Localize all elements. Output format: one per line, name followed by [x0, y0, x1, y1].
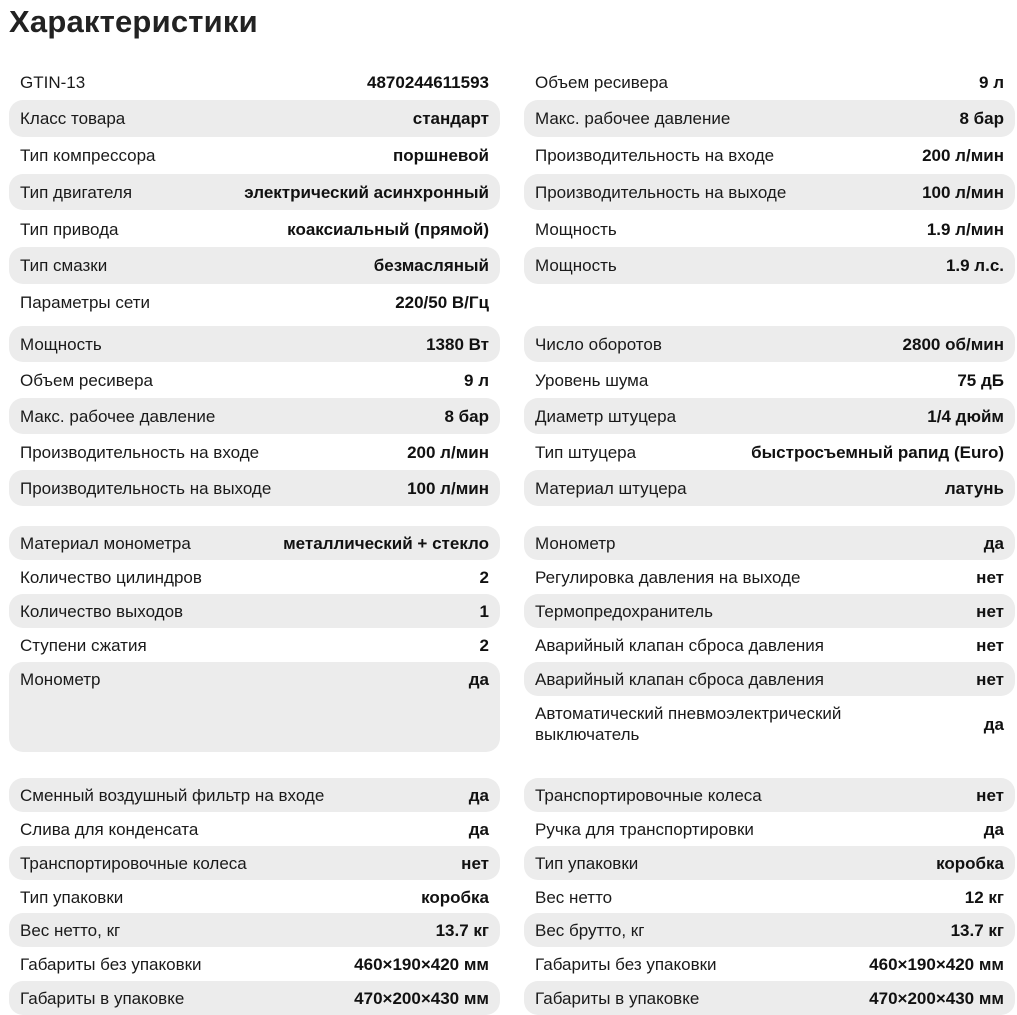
- spec-value: 1.9 л.с.: [945, 256, 1004, 275]
- spec-row: [524, 137, 1015, 173]
- spec-value: 200 л/мин: [407, 442, 489, 462]
- spec-label: Тип штуцера: [535, 442, 637, 462]
- spec-value: 2800 об/мин: [902, 334, 1004, 354]
- spec-row: [9, 913, 500, 947]
- spec-value: нет: [976, 635, 1004, 655]
- spec-row: [9, 470, 500, 506]
- spec-row: [9, 594, 500, 628]
- spec-row: [524, 326, 1015, 362]
- spec-label: Число оборотов: [535, 334, 662, 354]
- spec-value: быстросъемный рапид (Euro): [751, 442, 1004, 462]
- spec-label: Ступени сжатия: [20, 635, 147, 655]
- spec-value: да: [468, 785, 489, 805]
- spec-row: [524, 913, 1015, 947]
- spec-value: 13.7 кг: [435, 920, 489, 940]
- spec-label: Класс товара: [20, 109, 126, 128]
- spec-value: электрический асинхронный: [244, 182, 489, 202]
- spec-label: Автоматический пневмоэлектрический выключатель: [535, 704, 842, 744]
- spec-value: коаксиальный (прямой): [287, 219, 489, 239]
- spec-row: [9, 64, 500, 100]
- spec-row: [524, 434, 1015, 470]
- spec-row: [9, 362, 500, 398]
- spec-value: 460×190×420 мм: [354, 954, 489, 974]
- spec-label: Уровень шума: [535, 370, 649, 390]
- spec-label: Тип двигателя: [20, 182, 133, 202]
- spec-value: стандарт: [412, 109, 489, 128]
- spec-row: [524, 696, 1015, 752]
- spec-value: латунь: [944, 478, 1004, 498]
- spec-value: 1/4 дюйм: [927, 406, 1004, 426]
- spec-value: 470×200×430 мм: [354, 988, 489, 1008]
- spec-label: Мощность: [535, 219, 617, 239]
- spec-label: Транспортировочные колеса: [535, 785, 762, 805]
- spec-label: Макс. рабочее давление: [20, 406, 216, 426]
- spec-label: Регулировка давления на выходе: [535, 567, 801, 587]
- spec-label: Производительность на выходе: [535, 182, 787, 202]
- spec-label: GTIN-13: [20, 72, 86, 92]
- spec-label: Материал штуцера: [535, 478, 687, 498]
- spec-value: 9 л: [464, 370, 489, 390]
- spec-row: [9, 947, 500, 981]
- spec-value: 1: [479, 601, 489, 621]
- spec-row: [524, 846, 1015, 880]
- spec-label: Монометр: [535, 533, 616, 553]
- spec-label: Транспортировочные колеса: [20, 853, 247, 873]
- spec-value: 8 бар: [959, 109, 1004, 128]
- spec-row: [9, 778, 500, 812]
- spec-row: [524, 526, 1015, 560]
- spec-row: [524, 211, 1015, 247]
- spec-row: [9, 398, 500, 434]
- spec-value: 100 л/мин: [922, 182, 1004, 202]
- spec-row: [524, 628, 1015, 662]
- spec-label: Сменный воздушный фильтр на входе: [20, 785, 325, 805]
- spec-value: поршневой: [393, 145, 489, 165]
- spec-row: [9, 560, 500, 594]
- spec-label: Монометр: [20, 670, 101, 689]
- spec-row: [524, 662, 1015, 696]
- spec-row: [9, 628, 500, 662]
- spec-row: [9, 326, 500, 362]
- spec-label: Аварийный клапан сброса давления: [535, 635, 824, 655]
- spec-label: Параметры сети: [20, 293, 151, 312]
- spec-value: 220/50 В/Гц: [395, 293, 489, 312]
- spec-value: 8 бар: [444, 406, 489, 426]
- spec-label: Мощность: [20, 334, 102, 354]
- spec-value: коробка: [421, 887, 489, 907]
- spec-value: 1380 Вт: [426, 334, 489, 354]
- spec-label: Производительность на входе: [20, 442, 260, 462]
- spec-value: нет: [976, 601, 1004, 621]
- spec-row: [524, 880, 1015, 914]
- spec-label: Габариты в упаковке: [20, 988, 185, 1008]
- spec-value: 1.9 л/мин: [926, 219, 1004, 239]
- spec-value: 100 л/мин: [407, 478, 489, 498]
- spec-row: [524, 812, 1015, 846]
- spec-value: 75 дБ: [957, 370, 1004, 390]
- spec-label: Количество выходов: [20, 601, 184, 621]
- spec-label: Габариты без упаковки: [20, 954, 202, 974]
- spec-label: Вес нетто, кг: [20, 920, 121, 940]
- spec-value: 9 л: [979, 72, 1004, 92]
- spec-value: 2: [479, 635, 489, 655]
- spec-value: 12 кг: [964, 887, 1004, 907]
- spec-label: Диаметр штуцера: [535, 406, 677, 426]
- spec-label: Габариты без упаковки: [535, 954, 717, 974]
- spec-row: [9, 211, 500, 247]
- spec-label: Производительность на выходе: [20, 478, 272, 498]
- spec-row: [9, 174, 500, 210]
- spec-row: [9, 526, 500, 560]
- spec-row: [9, 812, 500, 846]
- spec-row: [524, 247, 1015, 284]
- spec-row: [524, 398, 1015, 434]
- spec-row: [524, 64, 1015, 100]
- spec-label: Слива для конденсата: [20, 819, 199, 839]
- spec-row: [9, 662, 500, 752]
- spec-row: [9, 880, 500, 914]
- spec-value: 470×200×430 мм: [869, 988, 1004, 1008]
- spec-value: да: [983, 819, 1004, 839]
- page-title: Характеристики: [9, 4, 258, 39]
- spec-row: [524, 100, 1015, 137]
- spec-value: нет: [976, 669, 1004, 689]
- spec-label: Вес нетто: [535, 887, 613, 907]
- spec-value: да: [983, 714, 1004, 734]
- spec-label: Количество цилиндров: [20, 567, 202, 587]
- spec-value: нет: [976, 567, 1004, 587]
- spec-label: Тип упаковки: [535, 853, 639, 873]
- spec-value: 13.7 кг: [950, 920, 1004, 940]
- spec-value: 2: [479, 567, 489, 587]
- spec-label: Вес брутто, кг: [535, 920, 645, 940]
- spec-row: [9, 137, 500, 173]
- spec-label: Материал монометра: [20, 533, 191, 553]
- spec-label: Объем ресивера: [20, 370, 153, 390]
- spec-label: Макс. рабочее давление: [535, 109, 731, 128]
- spec-value: нет: [461, 853, 489, 873]
- spec-row: [524, 947, 1015, 981]
- spec-label: Аварийный клапан сброса давления: [535, 669, 824, 689]
- spec-value: 4870244611593: [367, 72, 489, 92]
- spec-row: [9, 100, 500, 137]
- spec-row: [9, 284, 500, 321]
- spec-value: безмасляный: [373, 256, 489, 275]
- spec-value: коробка: [936, 853, 1004, 873]
- spec-label: Термопредохранитель: [535, 601, 713, 621]
- spec-value: да: [468, 819, 489, 839]
- spec-row: [524, 778, 1015, 812]
- spec-row: [524, 470, 1015, 506]
- spec-label: Тип привода: [20, 219, 119, 239]
- spec-value: да: [468, 670, 489, 689]
- spec-value: да: [983, 533, 1004, 553]
- spec-row: [9, 981, 500, 1015]
- spec-row: [524, 362, 1015, 398]
- spec-label: Тип смазки: [20, 256, 108, 275]
- spec-label: Производительность на входе: [535, 145, 775, 165]
- spec-label: Тип упаковки: [20, 887, 124, 907]
- spec-row: [524, 174, 1015, 210]
- spec-label: Габариты в упаковке: [535, 988, 700, 1008]
- spec-row: [9, 434, 500, 470]
- spec-row: [524, 981, 1015, 1015]
- spec-value: металлический + стекло: [283, 533, 489, 553]
- spec-label: Мощность: [535, 256, 617, 275]
- spec-label: Тип компрессора: [20, 145, 156, 165]
- spec-row: [524, 560, 1015, 594]
- spec-label: Объем ресивера: [535, 72, 668, 92]
- spec-value: нет: [976, 785, 1004, 805]
- spec-value: 200 л/мин: [922, 145, 1004, 165]
- spec-row: [524, 594, 1015, 628]
- spec-row: [9, 846, 500, 880]
- spec-label: Ручка для транспортировки: [535, 819, 754, 839]
- spec-row: [9, 247, 500, 284]
- spec-value: 460×190×420 мм: [869, 954, 1004, 974]
